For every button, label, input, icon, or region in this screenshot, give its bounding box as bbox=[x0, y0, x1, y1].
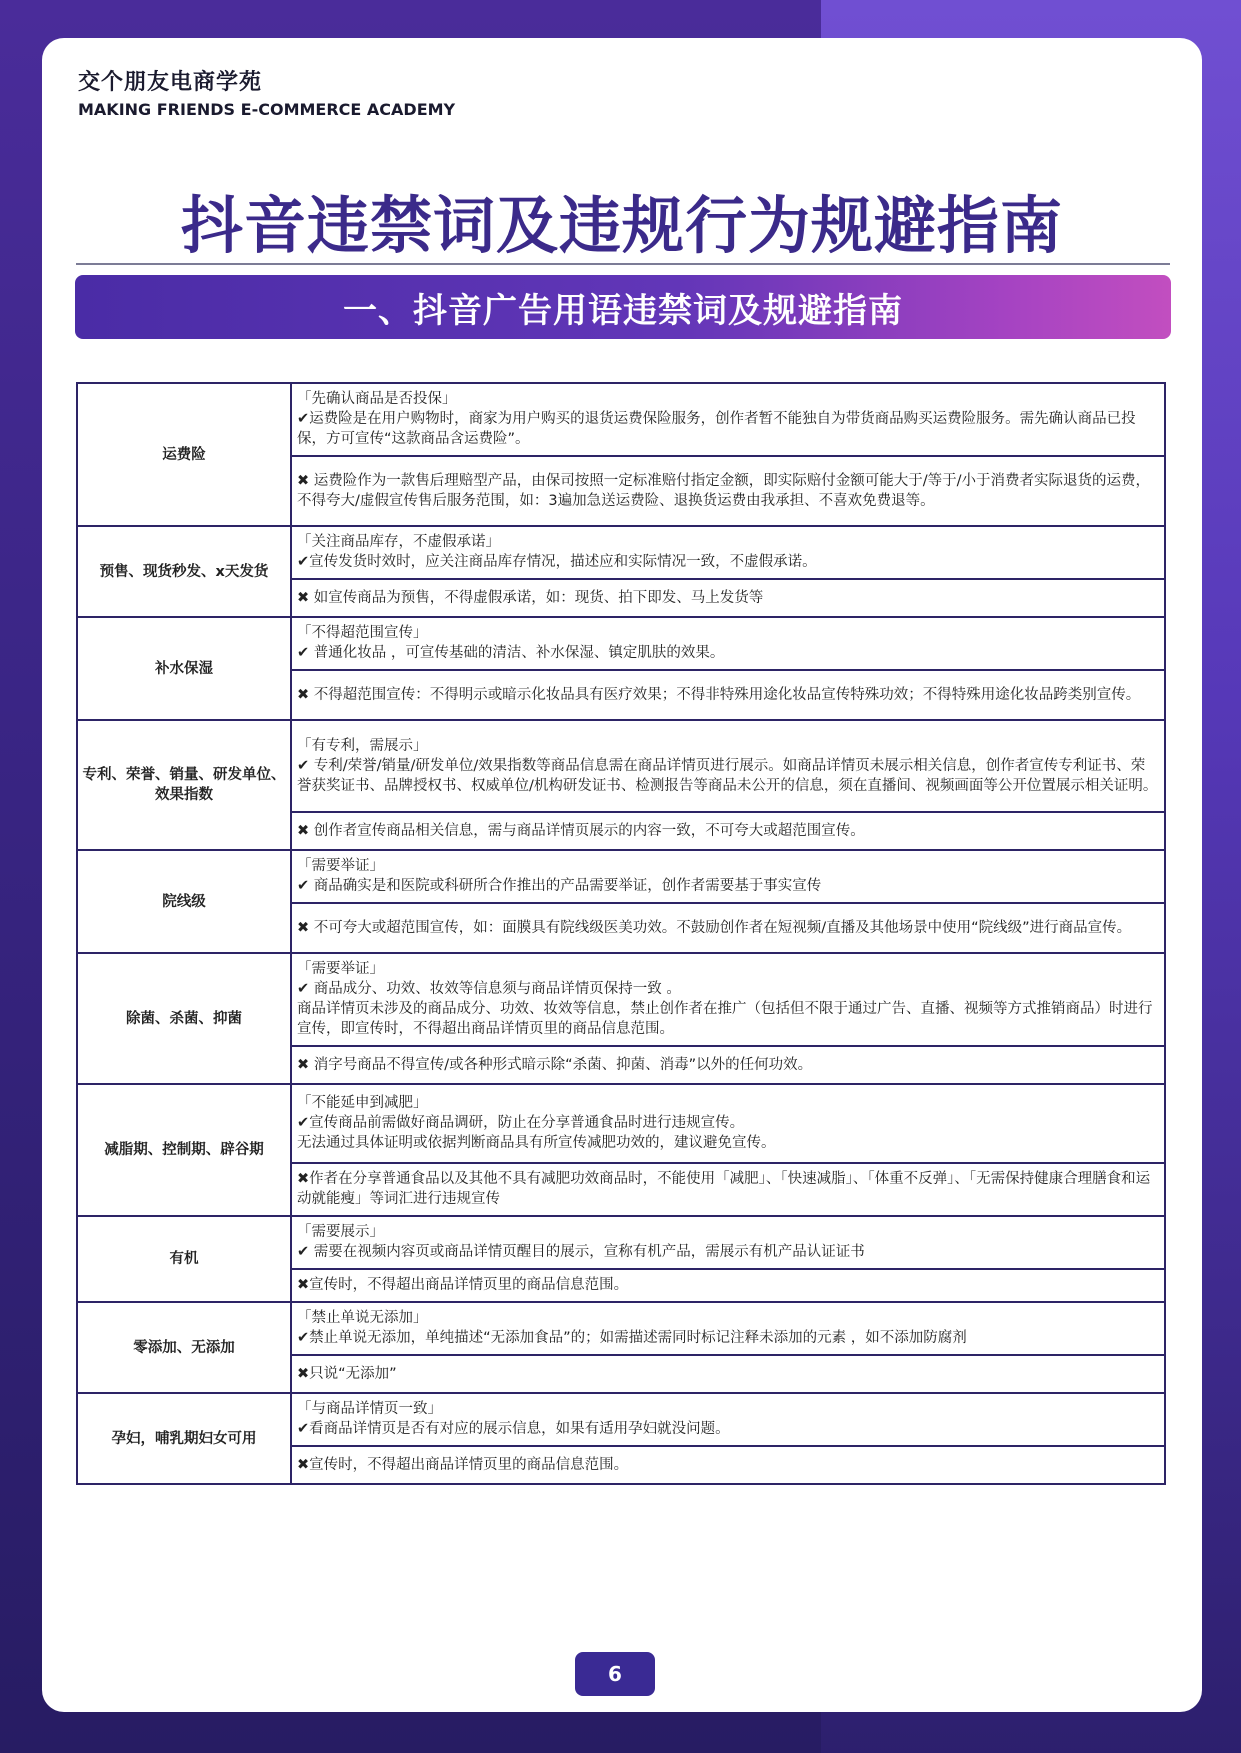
allowed-guidance-cell: 「不能延申到减肥」 ✔宣传商品前需做好商品调研，防止在分享普通食品时进行违规宣传。 无法通过具体证明或依据判断商品具有所宣传减肥功效的，建议避免宣传。 bbox=[291, 1084, 1165, 1163]
table-row bbox=[77, 850, 1165, 903]
table-row bbox=[77, 526, 1165, 579]
brand-name-cn: 交个朋友电商学苑 bbox=[78, 70, 263, 95]
table-row bbox=[77, 1393, 1165, 1446]
page-card bbox=[42, 38, 1202, 1712]
table-row bbox=[77, 1216, 1165, 1269]
category-cell: 除菌、杀菌、抑菌 bbox=[77, 953, 291, 1084]
category-cell: 预售、现货秒发、x天发货 bbox=[77, 526, 291, 617]
forbidden-guidance-cell: ✖ 消字号商品不得宣传/或各种形式暗示除“杀菌、抑菌、消毒”以外的任何功效。 bbox=[291, 1046, 1165, 1084]
forbidden-guidance-cell: ✖作者在分享普通食品以及其他不具有减肥功效商品时，不能使用「减肥」、「快速减脂」、「体重不反弹」、「无需保持健康合理膳食和运动就能瘦」等词汇进行违规宣传 bbox=[291, 1163, 1165, 1216]
category-cell: 零添加、无添加 bbox=[77, 1302, 291, 1393]
allowed-guidance-cell: 「禁止单说无添加」 ✔禁止单说无添加，单纯描述“无添加食品”的；如需描述需同时标记注释未添加的元素 ，如不添加防腐剂 bbox=[291, 1302, 1165, 1355]
rules-table-body bbox=[77, 383, 1165, 1484]
category-cell: 减脂期、控制期、辟谷期 bbox=[77, 1084, 291, 1216]
allowed-guidance-cell: 「与商品详情页一致」 ✔看商品详情页是否有对应的展示信息，如果有适用孕妇就没问题。 bbox=[291, 1393, 1165, 1446]
forbidden-guidance-cell: ✖宣传时，不得超出商品详情页里的商品信息范围。 bbox=[291, 1269, 1165, 1302]
table-row bbox=[77, 383, 1165, 456]
forbidden-guidance-cell: ✖只说“无添加” bbox=[291, 1355, 1165, 1393]
allowed-guidance-cell: 「关注商品库存，不虚假承诺」 ✔宣传发货时效时，应关注商品库存情况，描述应和实际情况一致，不虚假承诺。 bbox=[291, 526, 1165, 579]
table-row bbox=[77, 1302, 1165, 1355]
forbidden-guidance-cell: ✖ 不得超范围宣传：不得明示或暗示化妆品具有医疗效果；不得非特殊用途化妆品宣传特殊功效；不得特殊用途化妆品跨类别宣传。 bbox=[291, 670, 1165, 720]
allowed-guidance-cell: 「需要举证」 ✔ 商品确实是和医院或科研所合作推出的产品需要举证，创作者需要基于事实宣传 bbox=[291, 850, 1165, 903]
category-cell: 有机 bbox=[77, 1216, 291, 1302]
category-cell: 运费险 bbox=[77, 383, 291, 526]
main-title: 抖音违禁词及违规行为规避指南 bbox=[180, 189, 1063, 262]
rules-table bbox=[76, 382, 1166, 1485]
forbidden-guidance-cell: ✖ 创作者宣传商品相关信息，需与商品详情页展示的内容一致，不可夸大或超范围宣传。 bbox=[291, 812, 1165, 850]
table-row bbox=[77, 617, 1165, 670]
category-cell: 院线级 bbox=[77, 850, 291, 953]
category-cell: 专利、荣誉、销量、研发单位、效果指数 bbox=[77, 720, 291, 850]
forbidden-guidance-cell: ✖ 如宣传商品为预售，不得虚假承诺，如：现货、拍下即发、马上发货等 bbox=[291, 579, 1165, 617]
table-row bbox=[77, 953, 1165, 1046]
forbidden-guidance-cell: ✖ 运费险作为一款售后理赔型产品，由保司按照一定标准赔付指定金额，即实际赔付金额可能大于/等于/小于消费者实际退货的运费，不得夸大/虚假宣传售后服务范围，如：3遍加急送运费险、退换货运费由我承担、不喜欢免费退等。 bbox=[291, 456, 1165, 526]
allowed-guidance-cell: 「需要展示」 ✔ 需要在视频内容页或商品详情页醒目的展示，宣称有机产品，需展示有机产品认证证书 bbox=[291, 1216, 1165, 1269]
title-divider bbox=[76, 263, 1170, 265]
table-row bbox=[77, 1084, 1165, 1163]
allowed-guidance-cell: 「不得超范围宣传」 ✔ 普通化妆品 ，可宣传基础的清洁、补水保湿、镇定肌肤的效果。 bbox=[291, 617, 1165, 670]
forbidden-guidance-cell: ✖ 不可夸大或超范围宣传，如：面膜具有院线级医美功效。不鼓励创作者在短视频/直播及其他场景中使用“院线级”进行商品宣传。 bbox=[291, 903, 1165, 953]
forbidden-guidance-cell: ✖宣传时，不得超出商品详情页里的商品信息范围。 bbox=[291, 1446, 1165, 1484]
section-banner: 一、抖音广告用语违禁词及规避指南 bbox=[75, 275, 1171, 339]
category-cell: 补水保湿 bbox=[77, 617, 291, 720]
table-row bbox=[77, 720, 1165, 812]
page-number: 6 bbox=[575, 1652, 655, 1696]
brand-name-en: MAKING FRIENDS E-COMMERCE ACADEMY bbox=[78, 100, 456, 119]
allowed-guidance-cell: 「有专利，需展示」 ✔ 专利/荣誉/销量/研发单位/效果指数等商品信息需在商品详情页进行展示。如商品详情页未展示相关信息，创作者宣传专利证书、荣誉获奖证书、品牌授权书、权威单位/机构研发证书、检测报告等商品未公开的信息，须在直播间、视频画面等公开位置展示相关证明。 bbox=[291, 720, 1165, 812]
allowed-guidance-cell: 「需要举证」 ✔ 商品成分、功效、妆效等信息须与商品详情页保持一致 。 商品详情页未涉及的商品成分、功效、妆效等信息，禁止创作者在推广（包括但不限于通过广告、直播、视频等方式推销商品）时进行宣传，即宣传时，不得超出商品详情页里的商品信息范围。 bbox=[291, 953, 1165, 1046]
category-cell: 孕妇，哺乳期妇女可用 bbox=[77, 1393, 291, 1484]
brand-block bbox=[78, 65, 455, 119]
allowed-guidance-cell: 「先确认商品是否投保」 ✔运费险是在用户购物时，商家为用户购买的退货运费保险服务，创作者暂不能独自为带货商品购买运费险服务。需先确认商品已投保，方可宣传“这款商品含运费险”。 bbox=[291, 383, 1165, 456]
